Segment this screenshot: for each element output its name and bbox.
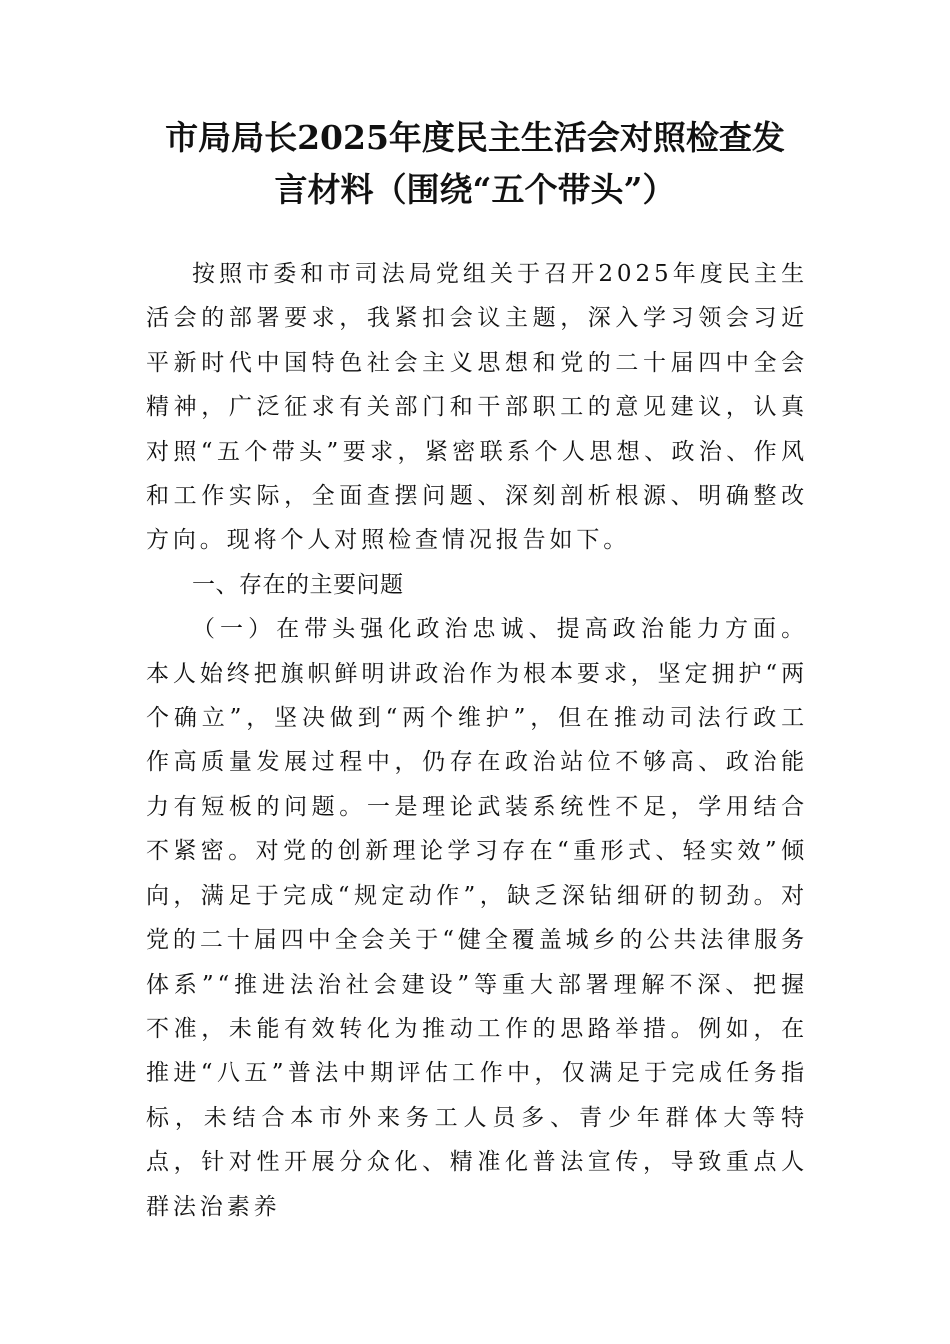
section-heading-1: 一、存在的主要问题	[192, 571, 404, 598]
title-line-1: 市局局长2025年度民主生活会对照检查发	[165, 118, 785, 157]
title-line-2: 言材料（围绕“五个带头”）	[274, 170, 676, 209]
subsection-paragraph-1	[146, 607, 808, 1229]
document-body	[146, 252, 808, 1229]
document-title	[140, 112, 810, 216]
intro-paragraph: 按照市委和市司法局党组关于召开2025年度民主生活会的部署要求，我紧扣会议主题，深入学习领会习近平新时代中国特色社会主义思想和党的二十届四中全会精神，广泛征求有关部门和干部职工的意见建议，认真对照“五个带头”要求，紧密联系个人思想、政治、作风和工作实际，全面查摆问题、深刻剖析根源、明确整改方向。现将个人对照检查情况报告如下。	[146, 261, 808, 554]
subsection-text-1: 本人始终把旗帜鲜明讲政治作为根本要求，坚定拥护“两个确立”，坚决做到“两个维护”，但在推动司法行政工作高质量发展过程中，仍存在政治站位不够高、政治能力有短板的问题。一是理论武装系统性不足，学用结合不紧密。对党的创新理论学习存在“重形式、轻实效”倾向，满足于完成“规定动作”，缺乏深钻细研的韧劲。对党的二十届四中全会关于“健全覆盖城乡的公共法律服务体系”“推进法治社会建设”等重大部署理解不深、把握不准，未能有效转化为推动工作的思路举措。例如，在推进“八五”普法中期评估工作中，仅满足于完成任务指标，未结合本市外来务工人员多、青少年群体大等特点，针对性开展分众化、精准化普法宣传，导致重点人群法治素养	[146, 660, 808, 1220]
subsection-heading-1: （一）在带头强化政治忠诚、提高政治能力方面。	[192, 616, 808, 643]
